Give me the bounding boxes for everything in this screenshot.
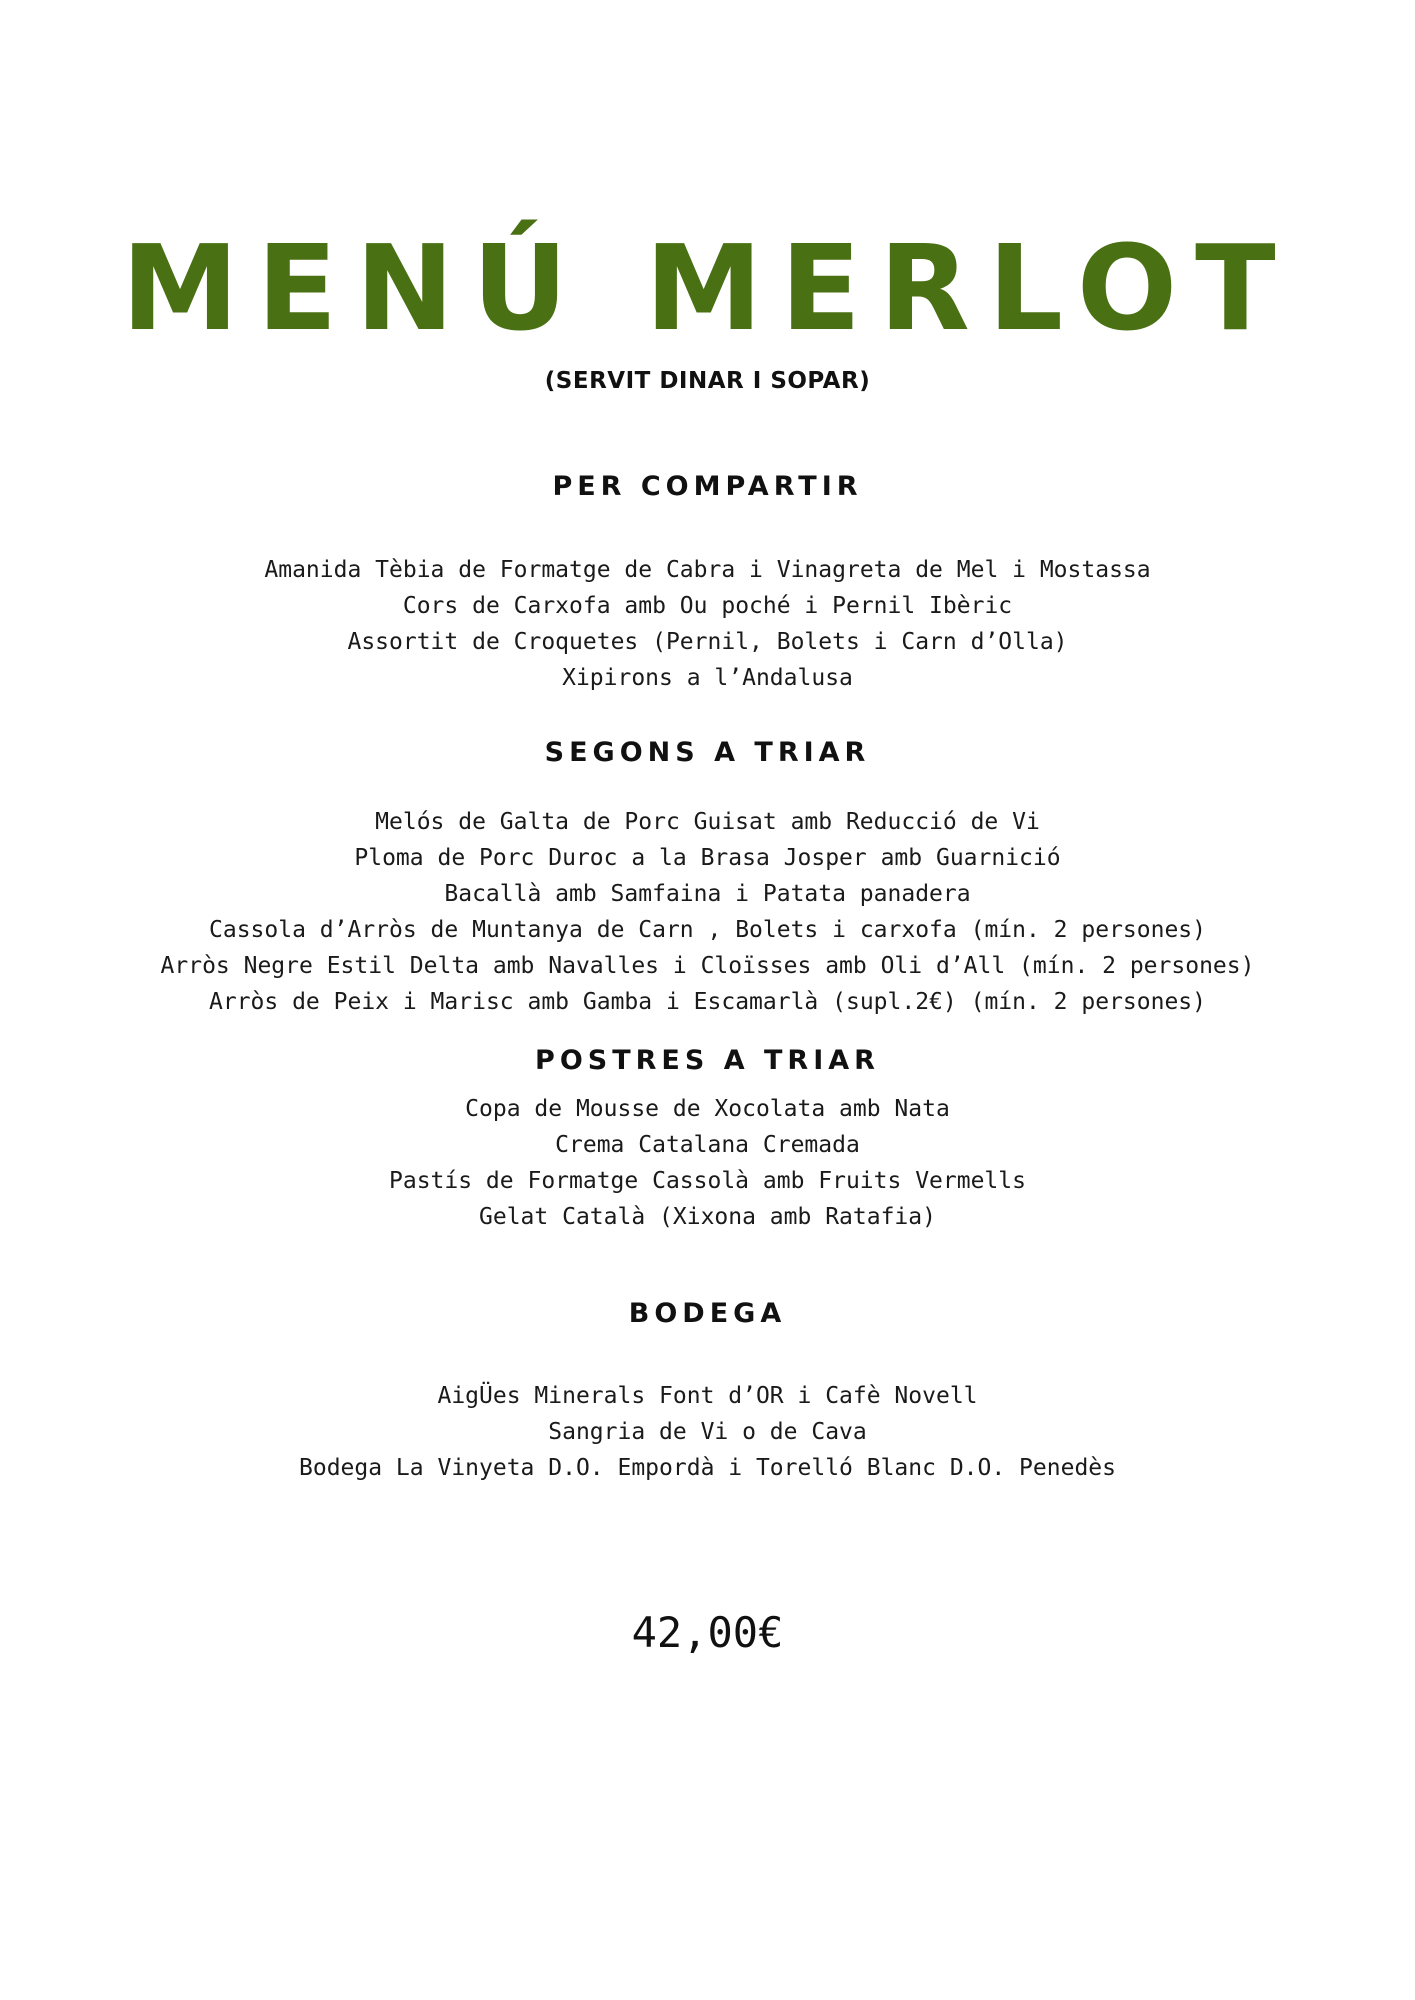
menu-item: Bodega La Vinyeta D.O. Empordà i Torelló Blanc D.O. Penedès [299, 1455, 1116, 1481]
menu-item: Cors de Carxofa amb Ou poché i Pernil Ibèric [402, 593, 1013, 619]
section-heading-bodega: BODEGA [628, 1298, 787, 1329]
menu-item: Gelat Català (Xixona amb Ratafia) [479, 1204, 936, 1230]
menu-item: Copa de Mousse de Xocolata amb Nata [465, 1096, 950, 1122]
menu-item: Bacallà amb Samfaina i Patata panadera [444, 881, 971, 907]
menu-title: MENÚ MERLOT [121, 219, 1294, 357]
menu-item: Crema Catalana Cremada [555, 1132, 860, 1158]
menu-item: Xipirons a l’Andalusa [562, 665, 853, 691]
menu-item: Arròs de Peix i Marisc amb Gamba i Escamarlà (supl.2€) (mín. 2 persones) [209, 989, 1206, 1015]
section-items-bodega [0, 1378, 1415, 1486]
section-heading-per-compartir: PER COMPARTIR [552, 471, 863, 502]
menu-price: 42,00€ [631, 1608, 784, 1657]
section-heading-postres: POSTRES A TRIAR [535, 1045, 880, 1076]
menu-item: Sangria de Vi o de Cava [548, 1419, 867, 1445]
menu-item: Melós de Galta de Porc Guisat amb Reducció de Vi [375, 809, 1040, 835]
section-items-postres [0, 1091, 1415, 1235]
menu-item: Arròs Negre Estil Delta amb Navalles i Cloïsses amb Oli d’All (mín. 2 persones) [160, 953, 1255, 979]
menu-item: Cassola d’Arròs de Muntanya de Carn , Bolets i carxofa (mín. 2 persones) [209, 917, 1206, 943]
section-items-segons [0, 804, 1415, 1020]
menu-item: Ploma de Porc Duroc a la Brasa Josper amb Guarnició [354, 845, 1061, 871]
menu-item: Pastís de Formatge Cassolà amb Fruits Vermells [389, 1168, 1026, 1194]
menu-item: Assortit de Croquetes (Pernil, Bolets i Carn d’Olla) [347, 629, 1068, 655]
menu-subtitle: (SERVIT DINAR I SOPAR) [544, 368, 871, 394]
menu-item: Amanida Tèbia de Formatge de Cabra i Vinagreta de Mel i Mostassa [264, 557, 1151, 583]
menu-item: AigÜes Minerals Font d’OR i Cafè Novell [437, 1383, 978, 1409]
section-heading-segons: SEGONS A TRIAR [544, 737, 871, 768]
section-items-per-compartir [0, 552, 1415, 696]
